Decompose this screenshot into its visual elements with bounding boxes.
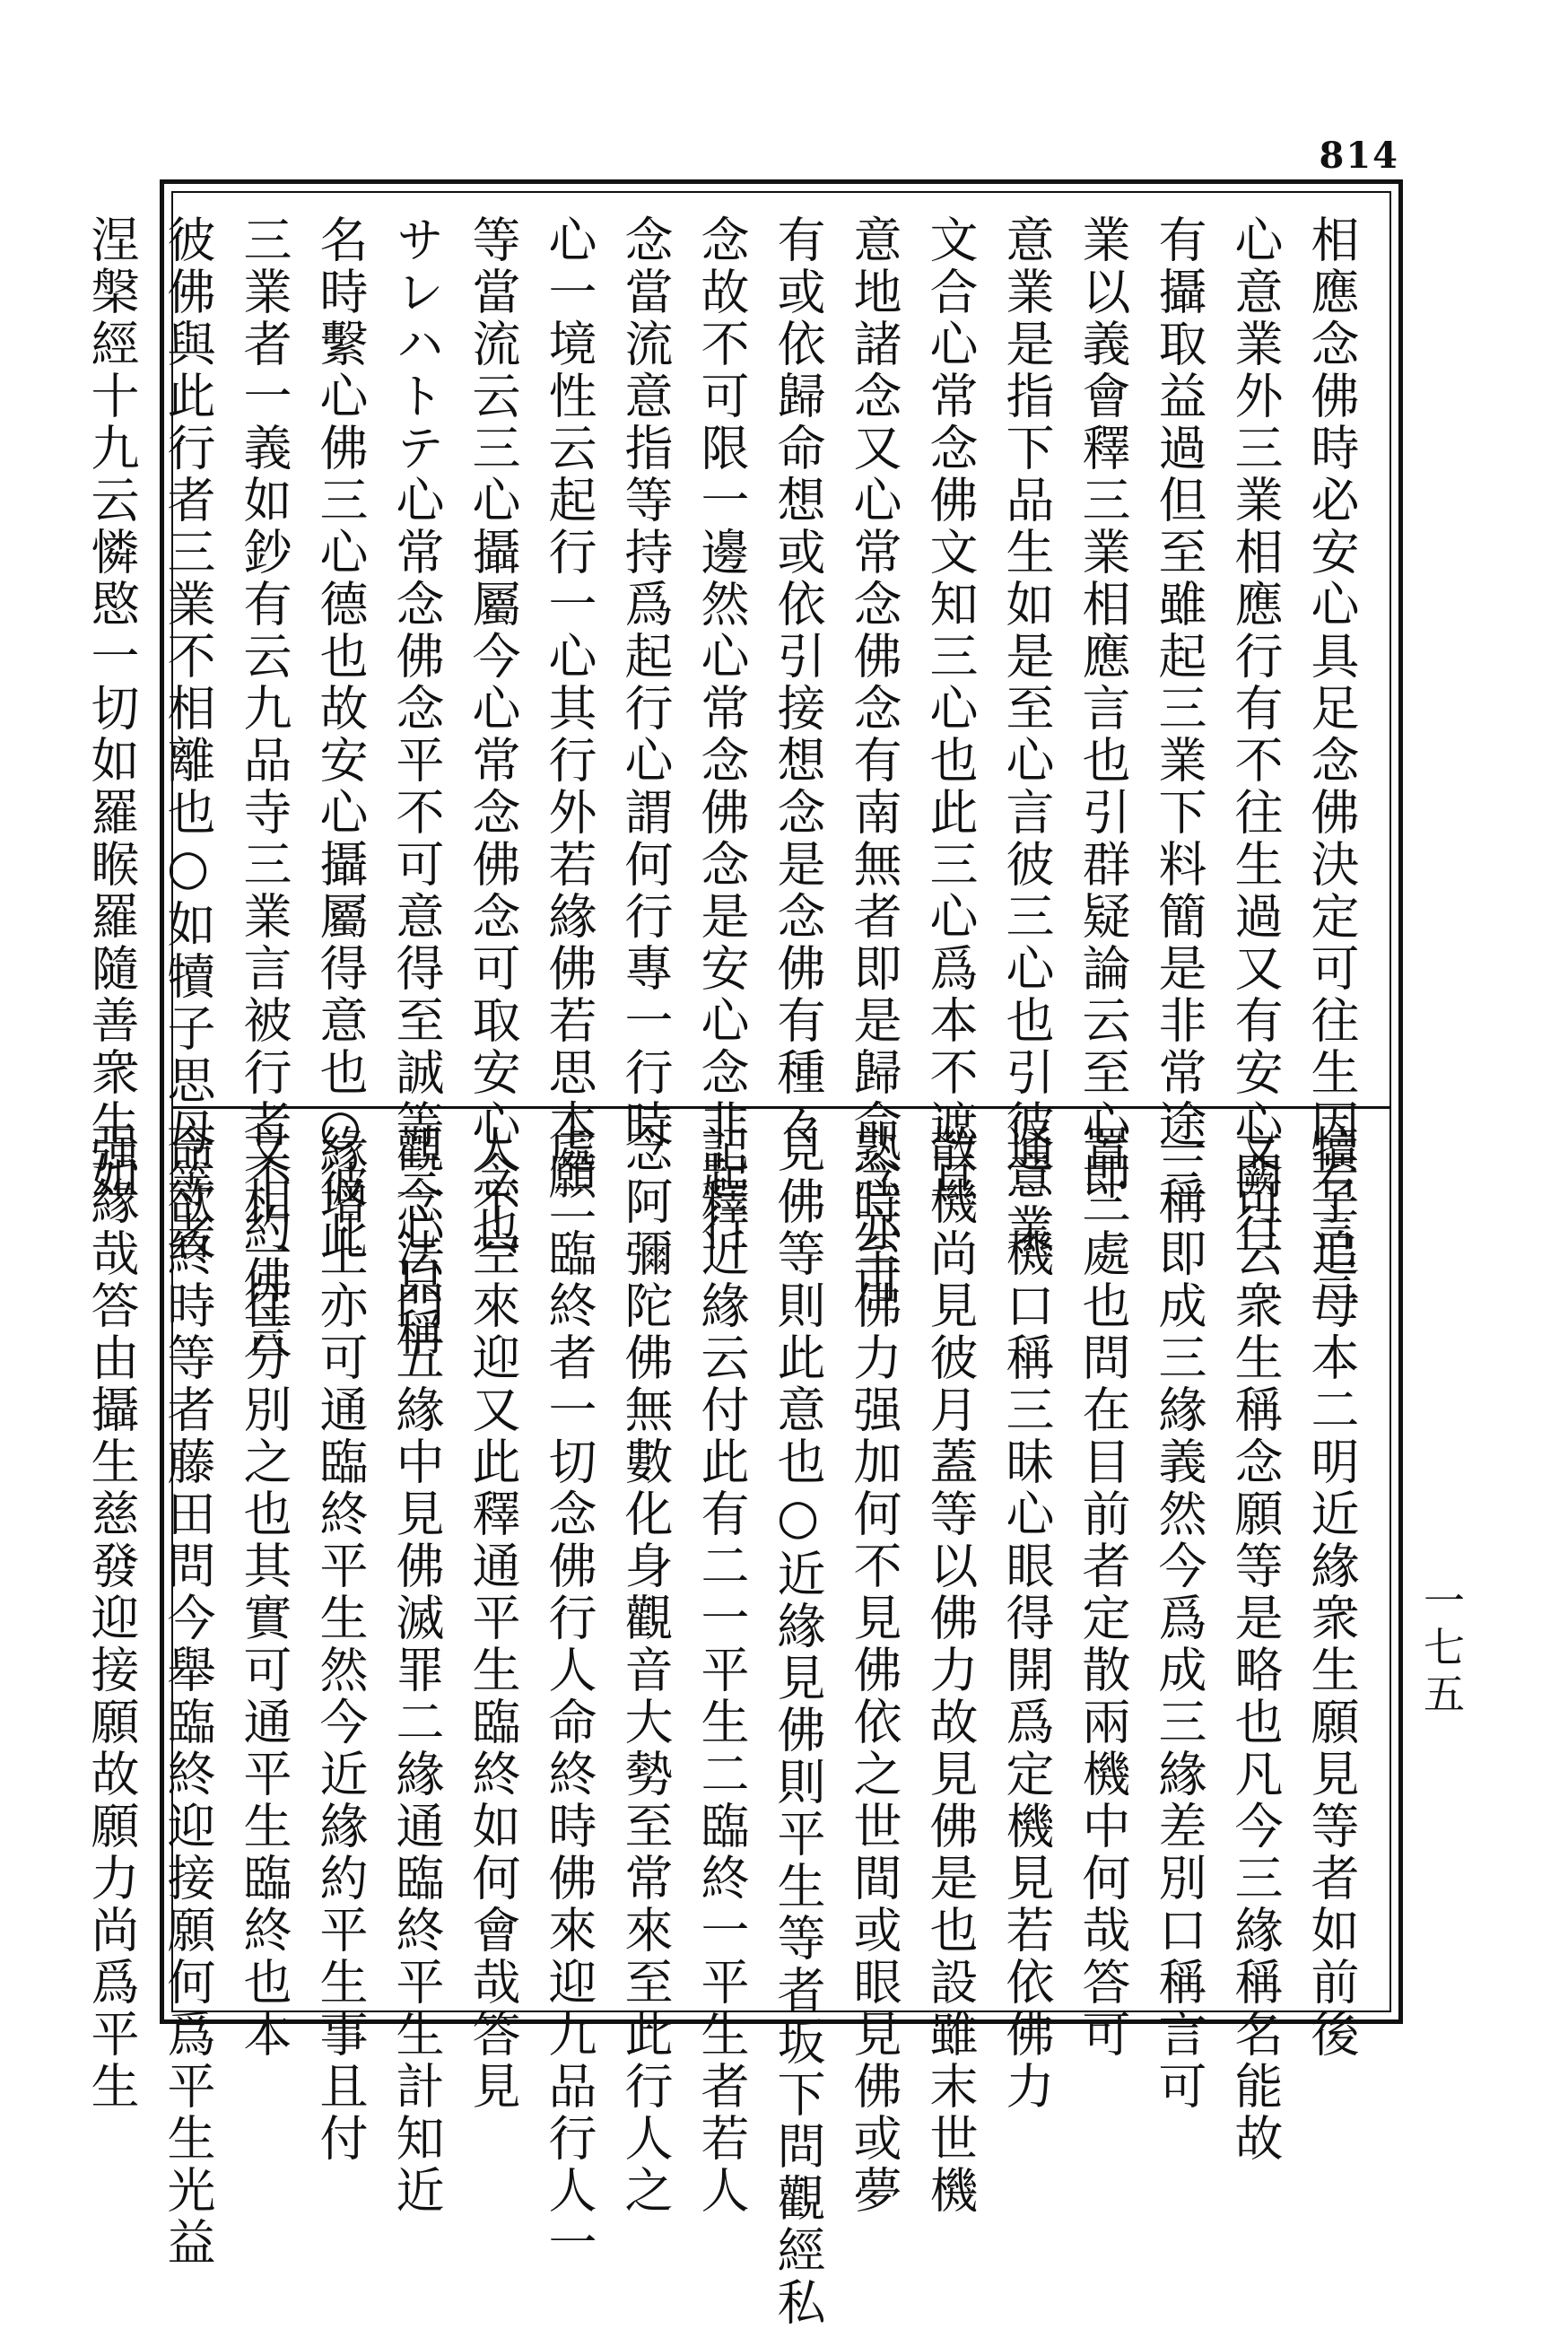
text-column: 相應念佛時必安心具足念佛決定可往生因若言三 <box>1303 214 1360 1307</box>
text-column: 一稱即成三緣義然今爲成三緣差別口稱言可 <box>1151 1124 1207 2113</box>
text-column: 業以義會釋三業相應言也引群疑論云至心即 <box>1075 214 1131 1203</box>
page-number: 814 <box>1319 135 1399 177</box>
text-column: 犢子追母本二明近緣衆生願見等者如前後 <box>1303 1124 1360 2061</box>
text-column: 散機尚見彼月蓋等以佛力故見佛是也設雖末世機 <box>922 1124 979 2217</box>
text-column: 有或依歸命想或依引接想念是念佛有種々 <box>770 214 826 1151</box>
text-column: 文合心常念佛文知三心也此三心爲本不遮亘 <box>922 214 979 1203</box>
text-column: 人不空來迎又此釋通平生臨終如何會哉答見 <box>465 1124 521 2113</box>
text-column: 文相一往分別之也其實可通平生臨終也本 <box>236 1124 292 2061</box>
text-column: 文可云衆生稱念願等是略也凡今三緣稱名能故 <box>1227 1124 1284 2165</box>
section-divider <box>173 1106 1389 1109</box>
text-column: 名時繫心佛三心德也故安心攝屬得意也○彼此 <box>312 214 369 1263</box>
text-frame <box>83 179 1403 2329</box>
text-column: 通二機口稱三昧心眼得開爲定機見若依佛力 <box>998 1124 1055 2113</box>
text-column: 三業者一義如鈔有云九品寺三業言被行者不約佛言 <box>236 214 292 1359</box>
text-column: 强緣哉答由攝生慈發迎接願故願力尚爲平生 <box>83 1124 140 2113</box>
text-column: 等當流云三心攝屬今心常念佛念可取安心念也 <box>465 214 521 1255</box>
text-column: 見佛等則此意也○近緣見佛則平生等者坂下問觀經私 <box>770 1124 826 2329</box>
text-column: 涅槃經十九云憐愍一切如羅睺羅隨善衆生如 <box>83 214 140 1203</box>
folio-number: 一七五 <box>1417 1579 1466 1719</box>
text-column: 熟時至佛力强加何不見佛依之世間或眼見佛或夢 <box>846 1124 902 2217</box>
text-column: 置三處也問在目前者定散兩機中何哉答可 <box>1075 1124 1131 2061</box>
text-column: 觀念法門五緣中見佛滅罪二緣通臨終平生計知近 <box>388 1124 445 2217</box>
text-column: 念阿彌陀佛無數化身觀音大勢至常來至此行人之 <box>617 1124 674 2217</box>
text-frame-inner-border <box>83 191 1391 2329</box>
text-column: 念故不可限一邊然心常念佛念是安心念非起行 <box>693 214 750 1255</box>
text-column: 意地諸念又心常念佛念有南無者即是歸命念亦可 <box>846 214 902 1307</box>
text-column: 有攝取益過但至雖起三業下料簡是非常途三 <box>1151 214 1207 1203</box>
upper-text-block <box>83 214 1370 1359</box>
text-column: 記釋近緣云付此有二一平生二臨終一平生者若人 <box>693 1124 750 2217</box>
text-column: 處二臨終者一切念佛行人命終時佛來迎九品行人一 <box>541 1124 597 2269</box>
lower-text-block <box>83 1124 1370 2329</box>
text-column: 念當流意指等持爲起行心謂何行專一行時 <box>617 214 674 1151</box>
text-column: 意業是指下品生如是至心言彼三心也引彼意業 <box>998 214 1055 1255</box>
text-column: 彼佛與此行者三業不相離也○如犢子思母等者 <box>160 214 216 1263</box>
text-column: サレハトテ心常念佛念平不可意得至誠等三心只稱 <box>388 214 445 1359</box>
text-column: 心意業外三業相應行有不往生過又有安心闕行 <box>1227 214 1284 1255</box>
text-column: 心一境性云起行一心其行外若緣佛若思本願 <box>541 214 597 1203</box>
text-column: 緣增上亦可通臨終平生然今近緣約平生事且付 <box>312 1124 369 2165</box>
text-column: 命欲終時等者藤田問今舉臨終迎接願何爲平生光益 <box>160 1124 216 2269</box>
